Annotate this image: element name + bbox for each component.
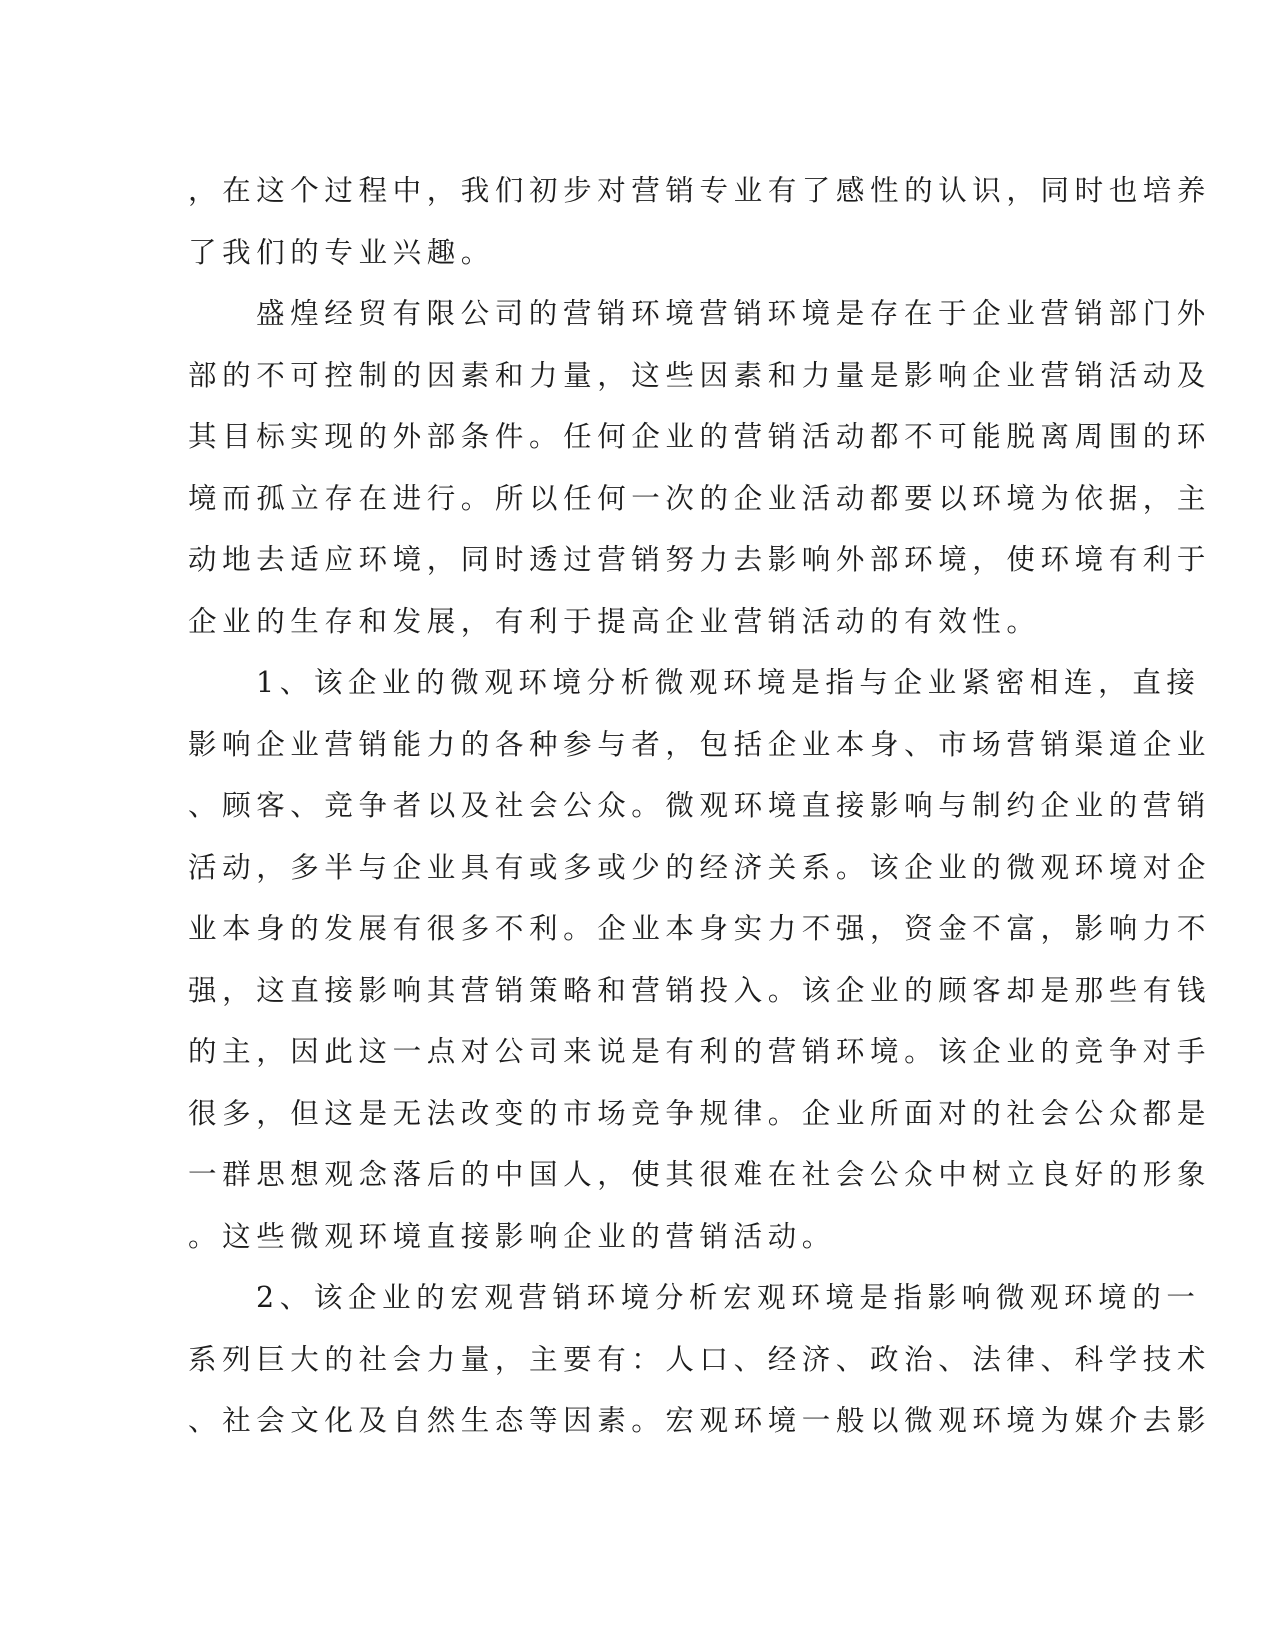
- text-line: 境而孤立存在进行。所以任何一次的企业活动都要以环境为依据，主: [188, 481, 1212, 515]
- text-line: 活动，多半与企业具有或多或少的经济关系。该企业的微观环境对企: [188, 850, 1212, 884]
- text-line: 、顾客、竞争者以及社会公众。微观环境直接影响与制约企业的营销: [188, 789, 1212, 822]
- paragraph-start-line: 盛煌经贸有限公司的营销环境营销环境是存在于企业营销部门外: [256, 297, 1211, 330]
- text-line: ，在这个过程中，我们初步对营销专业有了感性的认识，同时也培养: [188, 174, 1212, 207]
- text-line: 业本身的发展有很多不利。企业本身实力不强，资金不富，影响力不: [188, 912, 1212, 945]
- paragraph-start-line: 2、该企业的宏观营销环境分析宏观环境是指影响微观环境的一: [256, 1281, 1201, 1314]
- paragraph-start-line: 1、该企业的微观环境分析微观环境是指与企业紧密相连，直接: [256, 666, 1201, 699]
- text-line: 企业的生存和发展，有利于提高企业营销活动的有效性。: [188, 604, 1041, 638]
- text-line: 部的不可控制的因素和力量，这些因素和力量是影响企业营销活动及: [188, 358, 1212, 392]
- document-body: [188, 160, 1212, 1452]
- text-line: 了我们的专业兴趣。: [188, 235, 495, 269]
- text-line: 的主，因此这一点对公司来说是有利的营销环境。该企业的竞争对手: [188, 1035, 1212, 1068]
- text-line: 动地去适应环境，同时透过营销努力去影响外部环境，使环境有利于: [188, 543, 1212, 576]
- text-line: 系列巨大的社会力量，主要有：人口、经济、政治、法律、科学技术: [188, 1342, 1212, 1376]
- text-line: 强，这直接影响其营销策略和营销投入。该企业的顾客却是那些有钱: [188, 973, 1212, 1007]
- text-line: 其目标实现的外部条件。任何企业的营销活动都不可能脱离周围的环: [188, 420, 1212, 453]
- text-line: 一群思想观念落后的中国人，使其很难在社会公众中树立良好的形象: [188, 1158, 1212, 1191]
- text-line: 、社会文化及自然生态等因素。宏观环境一般以微观环境为媒介去影: [188, 1404, 1212, 1437]
- text-line: 。这些微观环境直接影响企业的营销活动。: [188, 1219, 836, 1253]
- text-line: 很多，但这是无法改变的市场竞争规律。企业所面对的社会公众都是: [188, 1096, 1212, 1130]
- text-line: 影响企业营销能力的各种参与者，包括企业本身、市场营销渠道企业: [188, 727, 1212, 761]
